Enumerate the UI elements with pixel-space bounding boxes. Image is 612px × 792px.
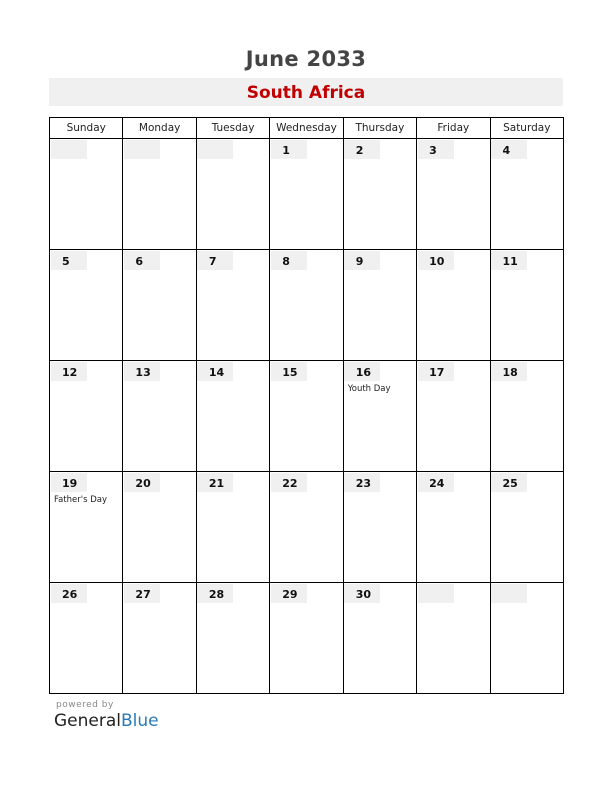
weekday-monday: Monday xyxy=(123,118,196,139)
day-number: 6 xyxy=(135,255,144,268)
day-number: 11 xyxy=(502,255,518,268)
week-row xyxy=(50,583,564,694)
day-cell xyxy=(417,250,490,361)
empty-day-cell xyxy=(417,583,490,694)
day-cell xyxy=(343,361,416,472)
day-cell xyxy=(123,361,196,472)
empty-day-cell xyxy=(123,139,196,250)
weekday-header-row xyxy=(50,118,564,139)
empty-day-cell xyxy=(196,139,269,250)
day-number: 15 xyxy=(282,366,298,379)
day-number: 29 xyxy=(282,588,298,601)
day-cell xyxy=(270,361,343,472)
week-row xyxy=(50,361,564,472)
week-row xyxy=(50,472,564,583)
day-cell xyxy=(50,250,123,361)
day-cell xyxy=(270,472,343,583)
day-cell xyxy=(270,139,343,250)
day-cell xyxy=(123,472,196,583)
day-number: 19 xyxy=(62,477,78,490)
day-cell xyxy=(490,250,563,361)
day-number: 24 xyxy=(429,477,445,490)
day-cell xyxy=(417,472,490,583)
day-number: 7 xyxy=(208,255,217,268)
weekday-tuesday: Tuesday xyxy=(196,118,269,139)
day-number xyxy=(417,594,429,598)
day-number xyxy=(197,150,209,154)
empty-day-cell xyxy=(50,139,123,250)
day-number: 12 xyxy=(62,366,78,379)
page-title: June 2033 xyxy=(245,47,367,71)
weekday-thursday: Thursday xyxy=(343,118,416,139)
brand-blue: Blue xyxy=(121,711,159,731)
day-cell xyxy=(196,361,269,472)
day-number: 3 xyxy=(429,144,437,157)
day-number: 25 xyxy=(502,477,518,490)
day-number: 9 xyxy=(355,255,364,268)
week-row xyxy=(50,139,564,250)
day-number: 30 xyxy=(355,588,371,601)
day-number: 26 xyxy=(62,588,78,601)
day-number xyxy=(50,150,62,154)
day-number xyxy=(491,594,503,598)
holiday-label: Youth Day xyxy=(347,384,391,394)
day-number: 16 xyxy=(355,366,371,379)
week-row xyxy=(50,250,564,361)
day-cell xyxy=(270,583,343,694)
day-cell xyxy=(343,139,416,250)
day-cell xyxy=(343,472,416,583)
day-number: 1 xyxy=(282,144,290,157)
day-number: 4 xyxy=(502,144,511,157)
day-number: 10 xyxy=(429,255,445,268)
day-number: 28 xyxy=(208,588,225,601)
day-cell xyxy=(343,583,416,694)
day-cell xyxy=(196,583,269,694)
generalblue-logo[interactable] xyxy=(54,711,159,731)
calendar-grid xyxy=(49,117,564,694)
day-number: 20 xyxy=(135,477,151,490)
powered-by-label: powered by xyxy=(56,700,114,710)
day-number: 13 xyxy=(135,366,151,379)
day-cell xyxy=(50,472,123,583)
day-number: 2 xyxy=(355,144,364,157)
empty-day-cell xyxy=(490,583,563,694)
day-cell xyxy=(490,139,563,250)
day-number: 18 xyxy=(502,366,518,379)
day-number xyxy=(123,150,135,154)
weekday-friday: Friday xyxy=(417,118,490,139)
day-number: 17 xyxy=(429,366,445,379)
day-number: 22 xyxy=(282,477,298,490)
day-cell xyxy=(417,139,490,250)
weekday-saturday: Saturday xyxy=(490,118,563,139)
day-cell xyxy=(196,250,269,361)
day-number: 5 xyxy=(62,255,70,268)
day-cell xyxy=(490,472,563,583)
day-cell xyxy=(50,361,123,472)
brand-general: General xyxy=(54,711,121,731)
day-number: 27 xyxy=(135,588,151,601)
day-cell xyxy=(123,583,196,694)
day-number: 14 xyxy=(208,366,225,379)
day-number: 23 xyxy=(355,477,371,490)
day-cell xyxy=(343,250,416,361)
day-cell xyxy=(123,250,196,361)
day-number: 21 xyxy=(208,477,225,490)
weekday-sunday: Sunday xyxy=(50,118,123,139)
holiday-label: Father's Day xyxy=(54,495,108,505)
day-number: 8 xyxy=(282,255,290,268)
day-cell xyxy=(270,250,343,361)
day-cell xyxy=(417,361,490,472)
day-cell xyxy=(50,583,123,694)
day-cell xyxy=(196,472,269,583)
country-name: South Africa xyxy=(246,83,366,103)
day-cell xyxy=(490,361,563,472)
weekday-wednesday: Wednesday xyxy=(270,118,343,139)
